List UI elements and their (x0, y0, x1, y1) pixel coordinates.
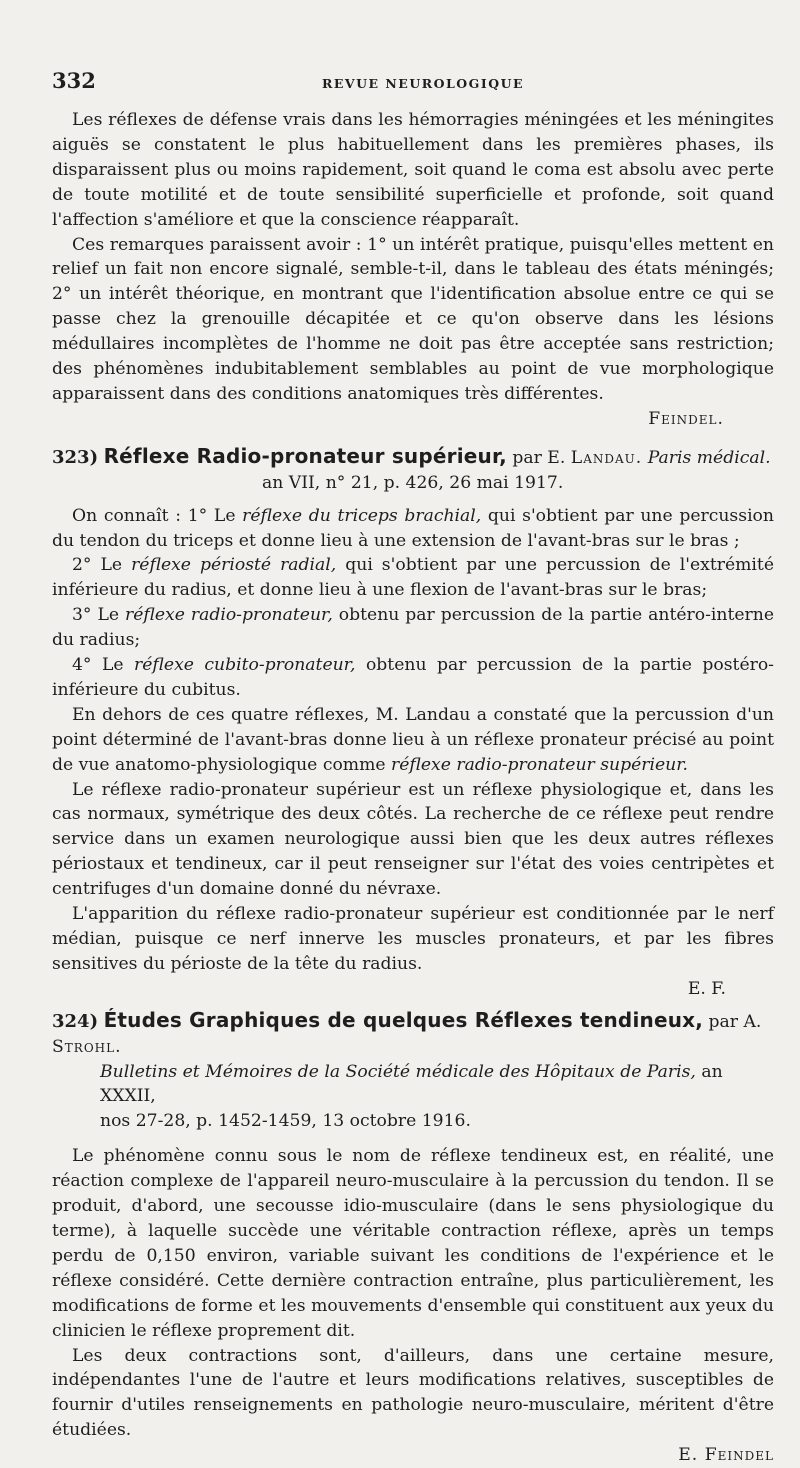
entry-323-journal: Paris médical. (647, 447, 771, 468)
page (52, 68, 774, 1468)
intro-signature: Feindel. (648, 408, 724, 429)
intro-paragraph-1: Les réflexes de défense vrais dans les hémorragies méningées et les méningites aiguës se constatent le plus habituellement dans les premières phases, ils disparaissent plus ou moins rapidement, soit quand le coma est absolu avec perte de toute motilité et de toute sensibilité superficielle et profonde, soit quand l'affection s'améliore et que la conscience réapparaît. (52, 110, 774, 230)
entry-324-number: 324) (52, 1010, 99, 1032)
entry-323-reference: an VII, n° 21, p. 426, 26 mai 1917. (262, 472, 564, 493)
intro-paragraph-2: Ces remarques paraissent avoir : 1° un intérêt pratique, puisqu'elles mettent en relief un fait non encore signalé, semble-t-il, dans le tableau des états méningés; 2° un intérêt théorique, en montrant que l'identification absolue entre ce qui se passe chez la grenouille décapitée et ce qu'on observe dans les lésions médullaires incomplètes de l'homme ne doit pas être acceptée sans restriction; des phénomènes indubitablement semblables au point de vue morphologique apparaissent dans des conditions anatomiques très différentes. (52, 234, 774, 404)
entry-324-heading (52, 1008, 774, 1135)
entry-323-number: 323) (52, 446, 99, 468)
entry-323-paragraph-5: En dehors de ces quatre réflexes, M. Landau a constaté que la percussion d'un point déterminé de l'avant-bras donne lieu à un réflexe pronateur précisé au point de vue anatomo-physiologique comme réflexe radio-pronateur supérieur. (52, 704, 774, 775)
entry-323-paragraph-4: 4° Le réflexe cubito-pronateur, obtenu par percussion de la partie postéro-inférieure du cubitus. (52, 655, 774, 700)
entry-323-par: par E. (512, 447, 566, 468)
entry-323-paragraph-2: 2° Le réflexe périosté radial, qui s'obtient par une percussion de l'extrémité inférieure du radius, et donne lieu à une flexion de l'avant-bras sur le bras; (52, 555, 775, 601)
entry-324-reference-b: nos 27-28, p. 1452-1459, 13 octobre 1916. (100, 1111, 471, 1132)
entry-324-journal: Bulletins et Mémoires de la Société médicale des Hôpitaux de Paris, (100, 1061, 696, 1082)
entry-323-author: Landau. (570, 447, 643, 468)
entry-323-body (52, 504, 774, 1002)
entry-323-signature-line (52, 977, 774, 1002)
entry-324-paragraph-2: Les deux contractions sont, d'ailleurs, dans une certaine mesure, indépendantes l'une de l'autre et leurs modifications relatives, susceptibles de fournir d'utiles renseignements en pathologie neuro-musculaire, méritent d'être étudiées. (52, 1345, 774, 1441)
entry-323-paragraph-7: L'apparition du réflexe radio-pronateur supérieur est conditionnée par le nerf médian, puisque ce nerf innerve les muscles pronateurs, et par les fibres sensitives du périoste de la tête du radius. (52, 904, 774, 974)
entry-324-title: Études Graphiques de quelques Réflexes tendineux, (103, 1007, 704, 1032)
entry-323-title: Réflexe Radio-pronateur supérieur, (103, 443, 507, 468)
entry-323-paragraph-3: 3° Le réflexe radio-pronateur, obtenu par percussion de la partie antéro-interne du radius; (52, 605, 774, 651)
entry-323-paragraph-1: On connaît : 1° Le réflexe du triceps brachial, qui s'obtient par une percussion du tendon du triceps et donne lieu à une extension de l'avant-bras sur le bras ; (52, 505, 774, 551)
entry-324-signature-line (52, 1443, 774, 1468)
entry-323-paragraph-6: Le réflexe radio-pronateur supérieur est un réflexe physiologique et, dans les cas normaux, symétrique des deux côtés. La recherche de ce réflexe peut rendre service dans un examen neurologique aussi bien que les deux autres réflexes périostaux et tendineux, car il peut renseigner sur l'état des voies centripètes et centrifuges d'un domaine donné du névraxe. (52, 779, 774, 900)
running-head: REVUE NEUROLOGIQUE (321, 76, 525, 91)
entry-323-heading (52, 444, 774, 496)
entry-324-journal-line (52, 1060, 774, 1110)
page-number: 332 (52, 68, 96, 93)
entry-324-body (52, 1144, 774, 1468)
page-header (52, 68, 774, 108)
intro-signature-line (52, 407, 774, 432)
entry-324-author: Strohl. (52, 1036, 122, 1057)
entry-324-reference-a: an XXXII, (100, 1061, 723, 1107)
entry-324-paragraph-1: Le phénomène connu sous le nom de réflexe tendineux est, en réalité, une réaction complexe de l'appareil neuro-musculaire à la percussion du tendon. Il se produit, d'abord, une secousse idio-musculaire (dans le sens physiologique du terme), à laquelle succède une véritable contraction réflexe, après un temps perdu de 0,150 environ, variable suivant les conditions de l'expérience et le réflexe considéré. Cette dernière contraction entraîne, plus particulièrement, les modifications de forme et les mouvements d'ensemble qui constituent aux yeux du clinicien le réflexe proprement dit. (52, 1146, 774, 1341)
intro-section (52, 108, 774, 432)
entry-323-signature: E. F. (687, 978, 726, 999)
entry-324-par: par A. (708, 1011, 762, 1032)
entry-324-signature: E. Feindel (678, 1445, 774, 1466)
